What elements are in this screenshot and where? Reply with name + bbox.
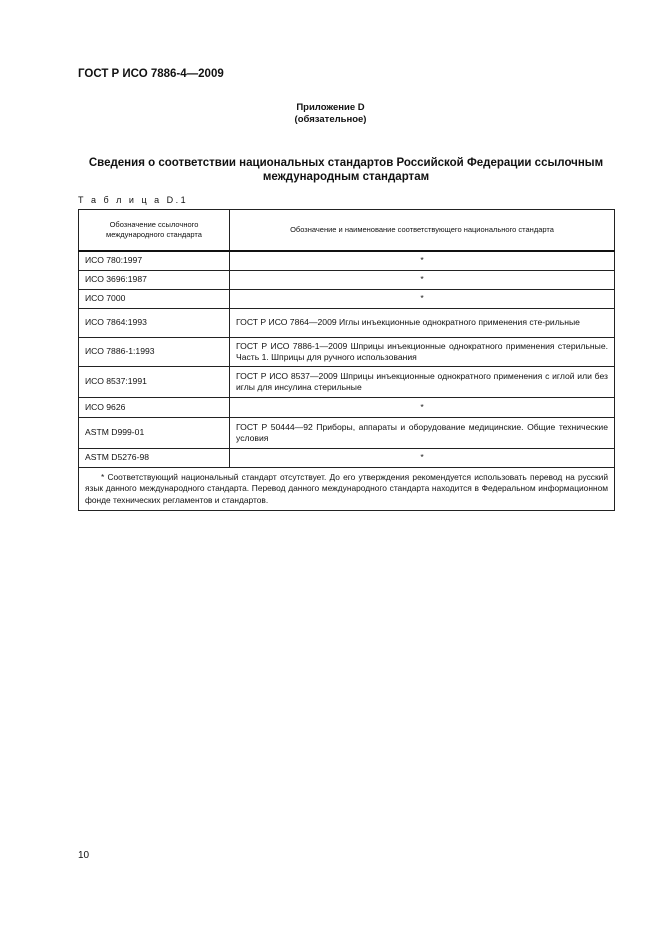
- intl-standard-cell: ИСО 3696:1987: [79, 270, 230, 289]
- table-row: [79, 289, 615, 308]
- table-row: [79, 270, 615, 289]
- table-row: [79, 448, 615, 467]
- intl-standard-cell: ИСО 9626: [79, 397, 230, 417]
- column-header: Обозначение и наименование соответствующего национального стандарта: [230, 210, 615, 252]
- table-footnote-row: [79, 467, 615, 511]
- national-standard-cell: ГОСТ Р ИСО 7864—2009 Иглы инъекционные однократного применения сте-рильные: [230, 308, 615, 337]
- intl-standard-cell: ASTM D999-01: [79, 417, 230, 448]
- table-row: [79, 366, 615, 397]
- page-number: 10: [78, 850, 90, 861]
- intl-standard-cell: ИСО 7000: [79, 289, 230, 308]
- document-header: ГОСТ Р ИСО 7886-4—2009: [78, 68, 224, 80]
- national-standard-cell: *: [230, 397, 615, 417]
- intl-standard-cell: ИСО 8537:1991: [79, 366, 230, 397]
- intl-standard-cell: ИСО 7886-1:1993: [79, 337, 230, 366]
- column-header: Обозначение ссылочного международного стандарта: [79, 210, 230, 252]
- table-row: [79, 337, 615, 366]
- table-label: Т а б л и ц а D.1: [78, 195, 189, 205]
- standards-table: [78, 209, 615, 511]
- national-standard-cell: *: [230, 251, 615, 270]
- national-standard-cell: ГОСТ Р 50444—92 Приборы, аппараты и оборудование медицинские. Общие технические условия: [230, 417, 615, 448]
- table-row: [79, 417, 615, 448]
- national-standard-cell: *: [230, 448, 615, 467]
- intl-standard-cell: ASTM D5276-98: [79, 448, 230, 467]
- appendix-status: (обязательное): [294, 114, 367, 125]
- intl-standard-cell: ИСО 780:1997: [79, 251, 230, 270]
- appendix-title: Приложение D: [296, 102, 365, 113]
- national-standard-cell: ГОСТ Р ИСО 8537—2009 Шприцы инъекционные однократного применения с иглой или без иглы для инсулина стерильные: [230, 366, 615, 397]
- table-row: [79, 308, 615, 337]
- section-title: Сведения о соответствии национальных стандартов Российской Федерации ссылочным международным стандартам: [88, 157, 604, 183]
- table-footnote: * Соответствующий национальный стандарт отсутствует. До его утверждения рекомендуется использовать перевод на русский язык данного международного стандарта. Перевод данного международного стандарта находится в Федеральном информационном фонде технических регламентов и стандартов.: [79, 467, 615, 511]
- national-standard-cell: *: [230, 270, 615, 289]
- table-row: [79, 251, 615, 270]
- table-header-row: [79, 210, 615, 252]
- national-standard-cell: ГОСТ Р ИСО 7886-1—2009 Шприцы инъекционные однократного применения стерильные. Часть 1. Шприцы для ручного использования: [230, 337, 615, 366]
- intl-standard-cell: ИСО 7864:1993: [79, 308, 230, 337]
- national-standard-cell: *: [230, 289, 615, 308]
- table-row: [79, 397, 615, 417]
- appendix-heading: [0, 102, 661, 126]
